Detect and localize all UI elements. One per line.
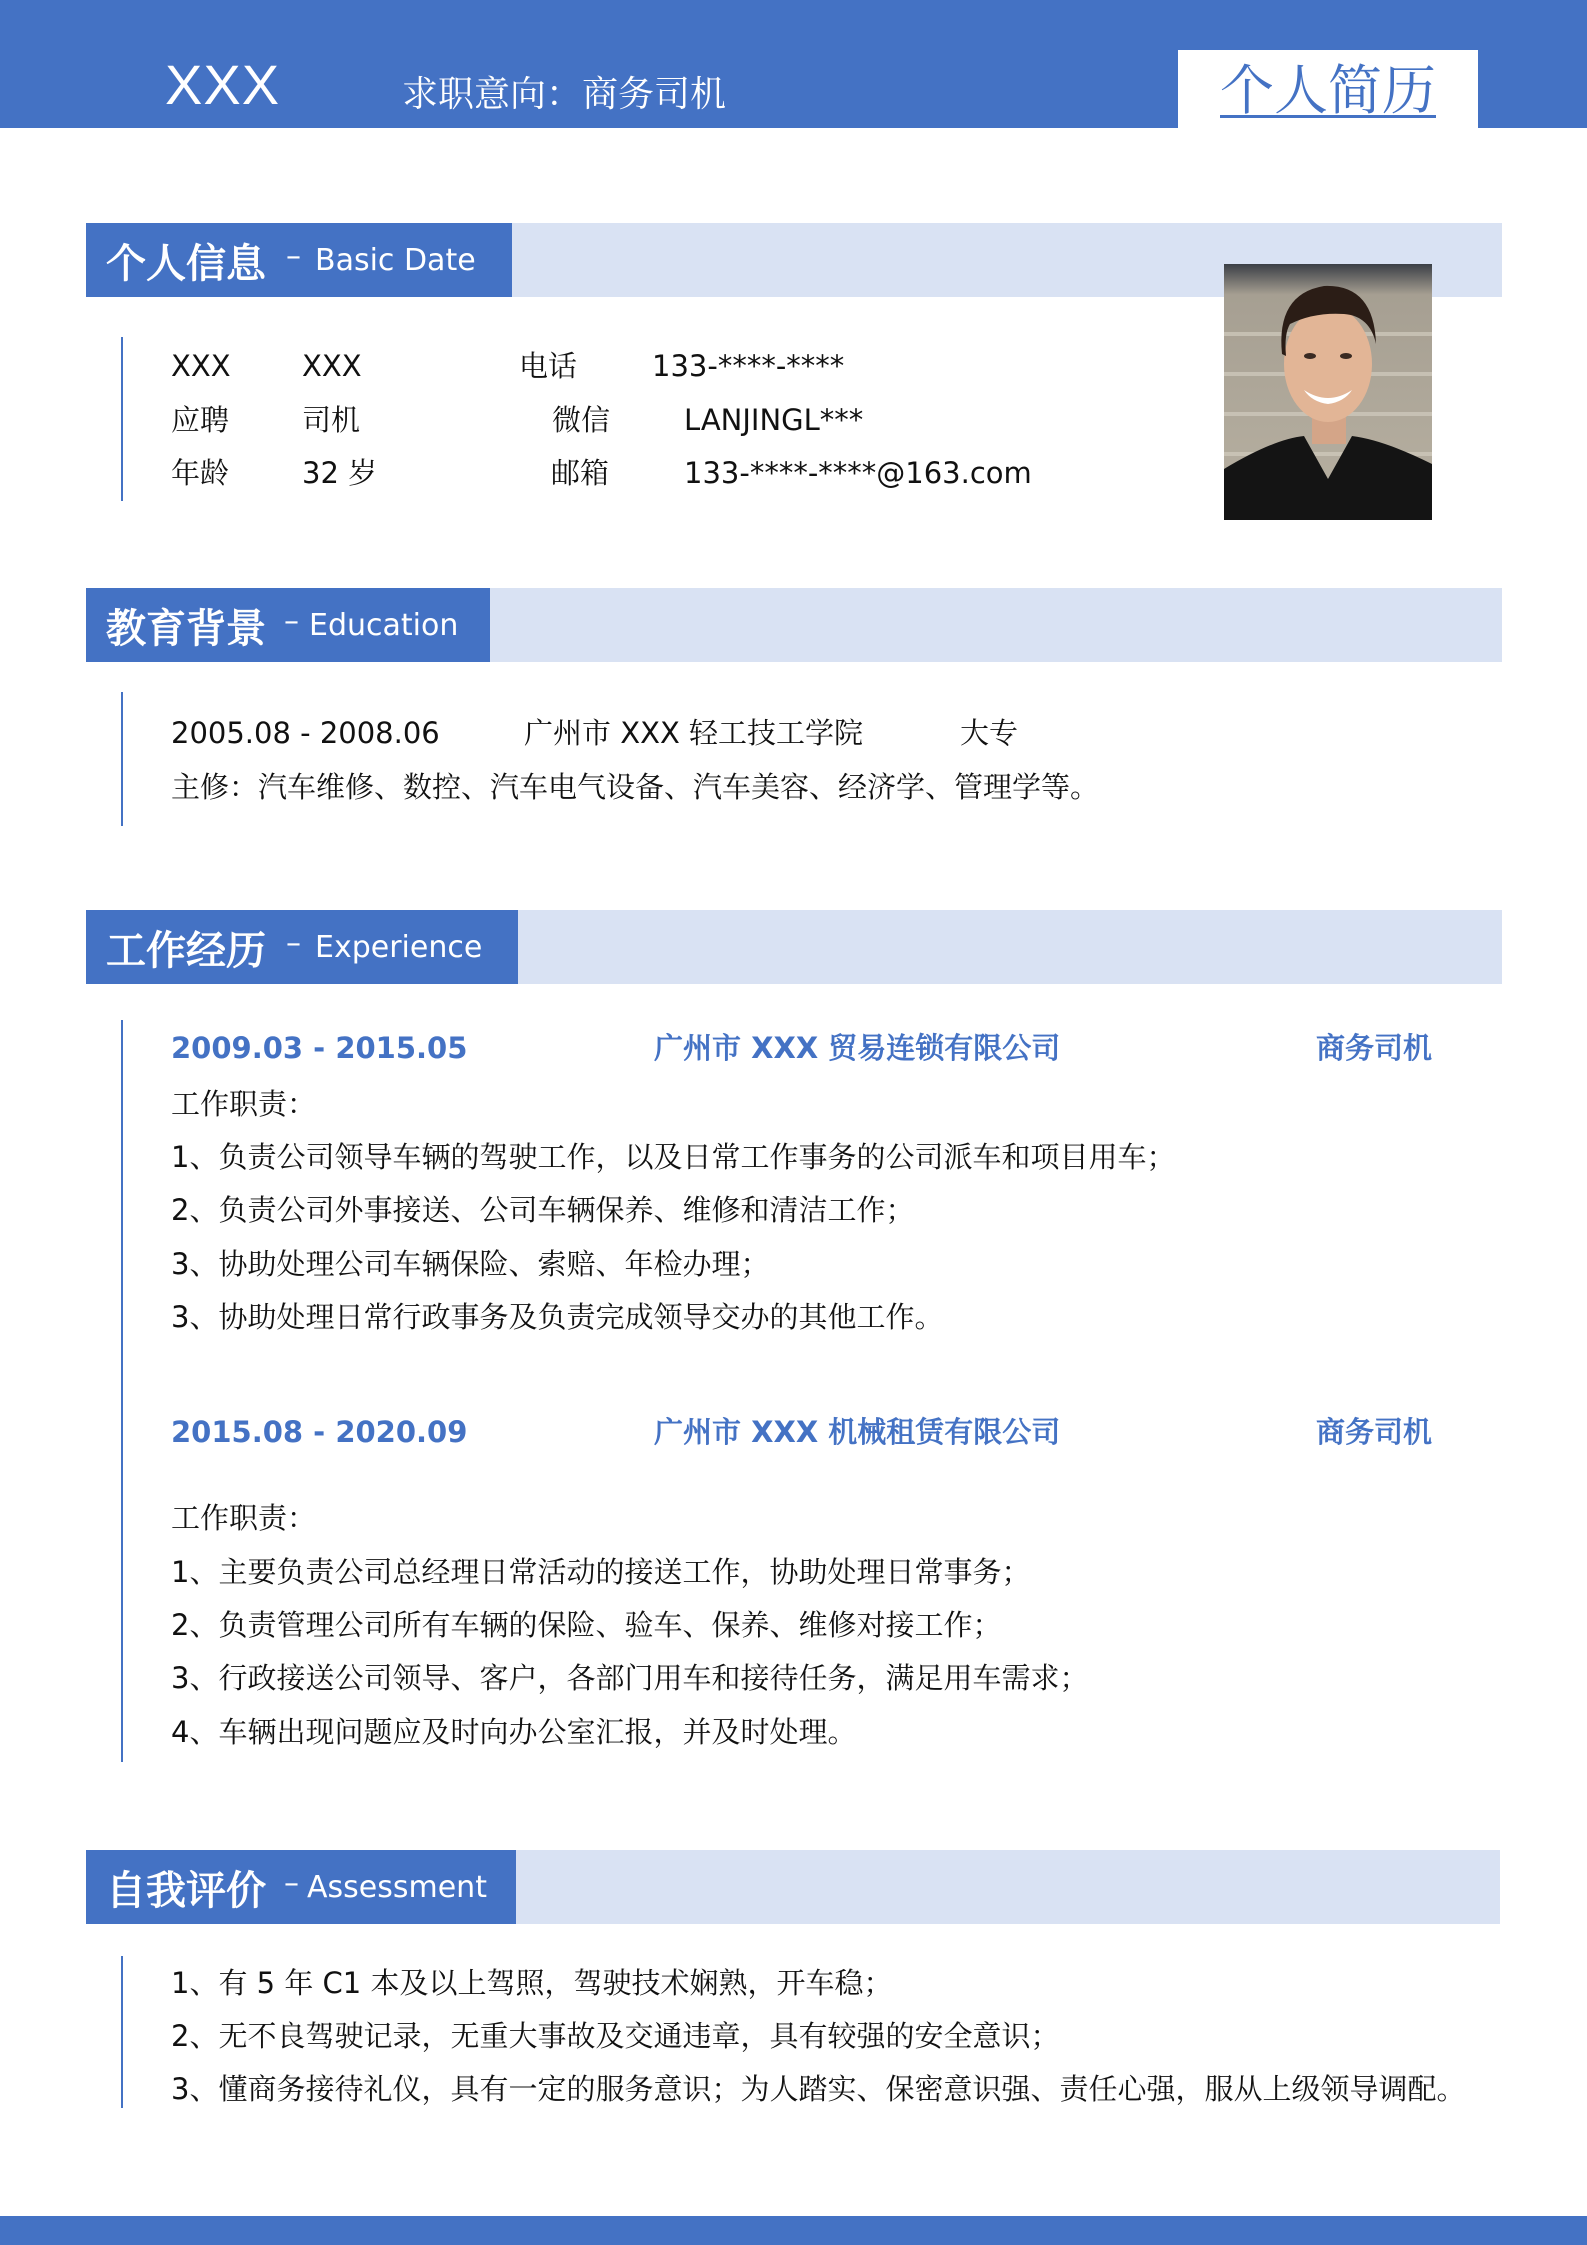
section-dash: – (286, 925, 301, 961)
job-duties-label: 工作职责： (171, 1501, 317, 1535)
info-label-phone: 电话 (519, 349, 578, 383)
candidate-name: XXX (165, 53, 281, 116)
section-tab-assessment (86, 1850, 516, 1924)
section-title-en: Basic Date (315, 242, 476, 278)
info-value-wechat: LANJINGL*** (684, 403, 864, 437)
footer-bar (0, 2216, 1587, 2245)
section-header-assessment (86, 1850, 1500, 1924)
info-value-email: 133-****-****@163.com (684, 456, 1032, 490)
section-divider-line (121, 337, 123, 501)
job-duty-item: 3、协助处理公司车辆保险、索赔、年检办理； (171, 1247, 770, 1281)
section-title-en: Experience (315, 929, 483, 965)
section-tab-education (86, 588, 490, 662)
job-duty-item: 2、负责公司外事接送、公司车辆保养、维修和清洁工作； (171, 1193, 915, 1227)
section-title-cn: 教育背景 (106, 605, 266, 652)
info-value-age: 32 岁 (302, 456, 378, 490)
job-duty-item: 1、负责公司领导车辆的驾驶工作，以及日常工作事务的公司派车和项目用车； (171, 1140, 1176, 1174)
info-label-wechat: 微信 (552, 403, 611, 437)
education-period: 2005.08 - 2008.06 (171, 716, 440, 750)
section-tab-basic (86, 223, 512, 297)
section-title-cn: 工作经历 (106, 927, 266, 974)
section-title-en: Education (309, 607, 459, 643)
section-divider-line (121, 1020, 123, 1762)
job-duty-item: 1、主要负责公司总经理日常活动的接送工作，协助处理日常事务； (171, 1555, 1031, 1589)
education-degree: 大专 (960, 716, 1019, 750)
job-position: 商务司机 (1316, 1031, 1433, 1065)
section-tab-experience (86, 910, 518, 984)
portrait-image-icon (1224, 264, 1432, 520)
education-school: 广州市 XXX 轻工技工学院 (524, 716, 864, 750)
section-header-experience (86, 910, 1502, 984)
section-title-en: Assessment (307, 1869, 487, 1905)
assessment-item: 1、有 5 年 C1 本及以上驾照，驾驶技术娴熟，开车稳； (171, 1966, 893, 2000)
section-divider-line (121, 1956, 123, 2108)
job-duty-item: 3、协助处理日常行政事务及负责完成领导交办的其他工作。 (171, 1300, 944, 1334)
job-intent: 求职意向：商务司机 (402, 74, 727, 115)
job-duty-item: 2、负责管理公司所有车辆的保险、验车、保养、维修对接工作； (171, 1608, 1002, 1642)
assessment-item: 2、无不良驾驶记录，无重大事故及交通违章，具有较强的安全意识； (171, 2019, 1060, 2053)
job-duty-item: 4、车辆出现问题应及时向办公室汇报，并及时处理。 (171, 1715, 857, 1749)
section-dash: – (284, 603, 299, 639)
info-label-age: 年龄 (171, 456, 230, 490)
profile-photo (1224, 264, 1432, 520)
job-period: 2009.03 - 2015.05 (171, 1031, 468, 1065)
info-value-phone: 133-****-**** (652, 349, 845, 383)
section-divider-line (121, 692, 123, 826)
doc-title-box (1178, 50, 1478, 130)
info-value-apply: 司机 (302, 403, 361, 437)
doc-title: 个人简历 (1220, 59, 1436, 122)
assessment-item: 3、懂商务接待礼仪，具有一定的服务意识；为人踏实、保密意识强、责任心强，服从上级领导调配。 (171, 2072, 1466, 2106)
job-period: 2015.08 - 2020.09 (171, 1415, 468, 1449)
education-major: 主修：汽车维修、数控、汽车电气设备、汽车美容、经济学、管理学等。 (171, 770, 1100, 804)
section-title-cn: 个人信息 (106, 240, 266, 287)
job-position: 商务司机 (1316, 1415, 1433, 1449)
job-company: 广州市 XXX 机械租赁有限公司 (654, 1415, 1061, 1449)
section-dash: – (286, 238, 301, 274)
info-label-name: XXX (171, 349, 231, 383)
job-duty-item: 3、行政接送公司领导、客户，各部门用车和接待任务，满足用车需求； (171, 1661, 1089, 1695)
section-header-education (86, 588, 1502, 662)
info-label-email: 邮箱 (551, 456, 610, 490)
info-value-name: XXX (302, 349, 362, 383)
section-title-cn: 自我评价 (106, 1867, 266, 1914)
section-dash: – (284, 1865, 299, 1901)
job-duties-label: 工作职责： (171, 1087, 317, 1121)
info-label-apply: 应聘 (171, 403, 230, 437)
job-company: 广州市 XXX 贸易连锁有限公司 (654, 1031, 1061, 1065)
